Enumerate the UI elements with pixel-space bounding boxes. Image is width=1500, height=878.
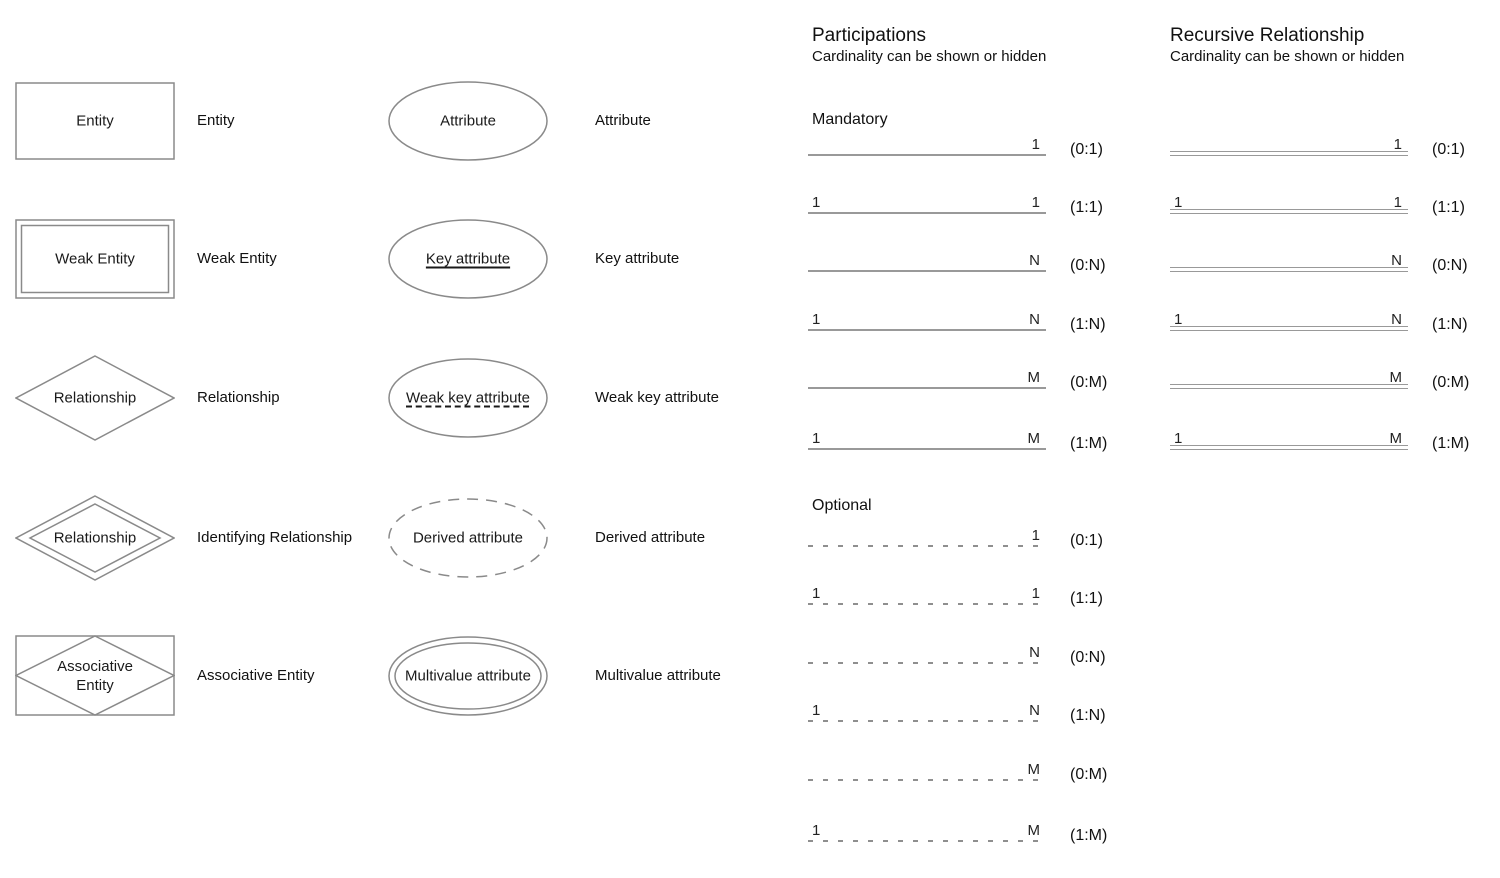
optional-row-1-1 xyxy=(808,581,1138,607)
mandatory-line xyxy=(808,387,1046,389)
associative-entity-shape-label: Associative Entity xyxy=(57,657,133,694)
optional-line xyxy=(808,603,1046,605)
entity-label: Entity xyxy=(197,112,235,129)
entity-shape xyxy=(15,82,175,160)
participations-header xyxy=(812,24,1046,66)
cardinality-label: (0:N) xyxy=(1070,649,1106,666)
cardinality-label: (1:1) xyxy=(1432,199,1465,216)
cardinality-label: (1:1) xyxy=(1070,590,1103,607)
cardinality-label: (0:M) xyxy=(1070,766,1108,783)
cardinality-label: (1:M) xyxy=(1070,435,1108,452)
recursive-double-line xyxy=(1170,209,1408,214)
cardinality-right: 1 xyxy=(1031,527,1040,544)
mandatory-row-1-m xyxy=(808,426,1138,452)
mandatory-line xyxy=(808,448,1046,450)
optional-line xyxy=(808,545,1046,547)
weak-entity-shape-label: Weak Entity xyxy=(55,250,135,268)
cardinality-right: 1 xyxy=(1031,194,1040,211)
cardinality-right: 1 xyxy=(1031,136,1040,153)
cardinality-label: (1:N) xyxy=(1070,707,1106,724)
optional-row-1-m xyxy=(808,818,1138,844)
cardinality-label: (1:M) xyxy=(1070,827,1108,844)
attribute-label: Attribute xyxy=(595,112,651,129)
relationship-label: Relationship xyxy=(197,389,280,406)
cardinality-left: 1 xyxy=(812,822,821,839)
cardinality-left: 1 xyxy=(1174,430,1183,447)
cardinality-left: 1 xyxy=(812,311,821,328)
cardinality-label: (0:M) xyxy=(1432,374,1470,391)
recursive-double-line xyxy=(1170,151,1408,156)
weak-key-attribute-shape xyxy=(388,358,548,438)
cardinality-right: N xyxy=(1029,252,1040,269)
recursive-double-line xyxy=(1170,267,1408,272)
cardinality-right: M xyxy=(1027,430,1040,447)
associative-entity-shape xyxy=(15,635,175,716)
cardinality-label: (1:N) xyxy=(1432,316,1468,333)
mandatory-line xyxy=(808,212,1046,214)
identifying-relationship-shape-label: Relationship xyxy=(53,529,137,547)
cardinality-label: (1:N) xyxy=(1070,316,1106,333)
cardinality-left: 1 xyxy=(812,194,821,211)
mandatory-row-0-1 xyxy=(808,132,1138,158)
recursive-row-0-n xyxy=(1170,248,1500,274)
cardinality-right: N xyxy=(1391,252,1402,269)
optional-row-1-n xyxy=(808,698,1138,724)
optional-label: Optional xyxy=(812,497,872,514)
recursive-row-1-n xyxy=(1170,307,1500,333)
weak-entity-label: Weak Entity xyxy=(197,250,277,267)
mandatory-line xyxy=(808,270,1046,272)
weak-key-attribute-shape-label: Weak key attribute xyxy=(406,389,530,407)
cardinality-left: 1 xyxy=(1174,194,1183,211)
derived-attribute-shape xyxy=(388,498,548,578)
recursive-relationship-title: Recursive Relationship xyxy=(1170,25,1365,46)
multivalue-attribute-shape-label: Multivalue attribute xyxy=(405,667,531,685)
optional-line xyxy=(808,840,1046,842)
optional-row-0-1 xyxy=(808,523,1138,549)
cardinality-label: (0:1) xyxy=(1432,141,1465,158)
cardinality-label: (1:1) xyxy=(1070,199,1103,216)
mandatory-row-0-m xyxy=(808,365,1138,391)
multivalue-attribute-label: Multivalue attribute xyxy=(595,667,721,684)
cardinality-right: M xyxy=(1027,761,1040,778)
cardinality-label: (1:M) xyxy=(1432,435,1470,452)
cardinality-label: (0:N) xyxy=(1070,257,1106,274)
key-attribute-shape xyxy=(388,219,548,299)
cardinality-left: 1 xyxy=(812,430,821,447)
associative-entity-label: Associative Entity xyxy=(197,667,315,684)
recursive-double-line xyxy=(1170,445,1408,450)
weak-key-attribute-label: Weak key attribute xyxy=(595,389,719,406)
attribute-shape-label: Attribute xyxy=(440,112,496,130)
recursive-double-line xyxy=(1170,384,1408,389)
cardinality-left: 1 xyxy=(812,585,821,602)
weak-entity-shape xyxy=(15,219,175,299)
cardinality-left: 1 xyxy=(812,702,821,719)
optional-row-0-m xyxy=(808,757,1138,783)
optional-line xyxy=(808,779,1046,781)
cardinality-label: (0:1) xyxy=(1070,141,1103,158)
recursive-double-line xyxy=(1170,326,1408,331)
cardinality-right: N xyxy=(1029,702,1040,719)
relationship-shape-label: Relationship xyxy=(53,389,137,407)
mandatory-row-0-n xyxy=(808,248,1138,274)
cardinality-right: M xyxy=(1027,369,1040,386)
cardinality-right: M xyxy=(1389,430,1402,447)
optional-line xyxy=(808,720,1046,722)
cardinality-right: N xyxy=(1029,311,1040,328)
recursive-relationship-header xyxy=(1170,24,1404,66)
derived-attribute-label: Derived attribute xyxy=(595,529,706,546)
mandatory-row-1-n xyxy=(808,307,1138,333)
cardinality-right: 1 xyxy=(1031,585,1040,602)
key-attribute-label: Key attribute xyxy=(595,250,680,267)
mandatory-row-1-1 xyxy=(808,190,1138,216)
cardinality-label: (0:M) xyxy=(1070,374,1108,391)
key-attribute-shape-label: Key attribute xyxy=(425,250,511,268)
cardinality-right: 1 xyxy=(1393,194,1402,211)
identifying-relationship-shape xyxy=(15,495,175,581)
relationship-shape xyxy=(15,355,175,441)
identifying-relationship-label: Identifying Relationship xyxy=(197,529,353,546)
mandatory-label: Mandatory xyxy=(812,111,888,128)
cardinality-right: M xyxy=(1389,369,1402,386)
participations-title: Participations xyxy=(812,25,927,46)
entity-shape-label: Entity xyxy=(76,112,114,130)
multivalue-attribute-shape xyxy=(388,636,548,716)
cardinality-right: N xyxy=(1029,644,1040,661)
optional-row-0-n xyxy=(808,640,1138,666)
recursive-row-0-m xyxy=(1170,365,1500,391)
cardinality-right: 1 xyxy=(1393,136,1402,153)
mandatory-line xyxy=(808,329,1046,331)
cardinality-left: 1 xyxy=(1174,311,1183,328)
recursive-row-1-m xyxy=(1170,426,1500,452)
cardinality-right: N xyxy=(1391,311,1402,328)
attribute-shape xyxy=(388,81,548,161)
cardinality-label: (0:N) xyxy=(1432,257,1468,274)
optional-line xyxy=(808,662,1046,664)
participations-subtitle: Cardinality can be shown or hidden xyxy=(812,48,1047,65)
recursive-relationship-subtitle: Cardinality can be shown or hidden xyxy=(1170,48,1405,65)
recursive-row-1-1 xyxy=(1170,190,1500,216)
cardinality-right: M xyxy=(1027,822,1040,839)
mandatory-line xyxy=(808,154,1046,156)
derived-attribute-shape-label: Derived attribute xyxy=(412,529,524,547)
recursive-row-0-1 xyxy=(1170,132,1500,158)
cardinality-label: (0:1) xyxy=(1070,532,1103,549)
